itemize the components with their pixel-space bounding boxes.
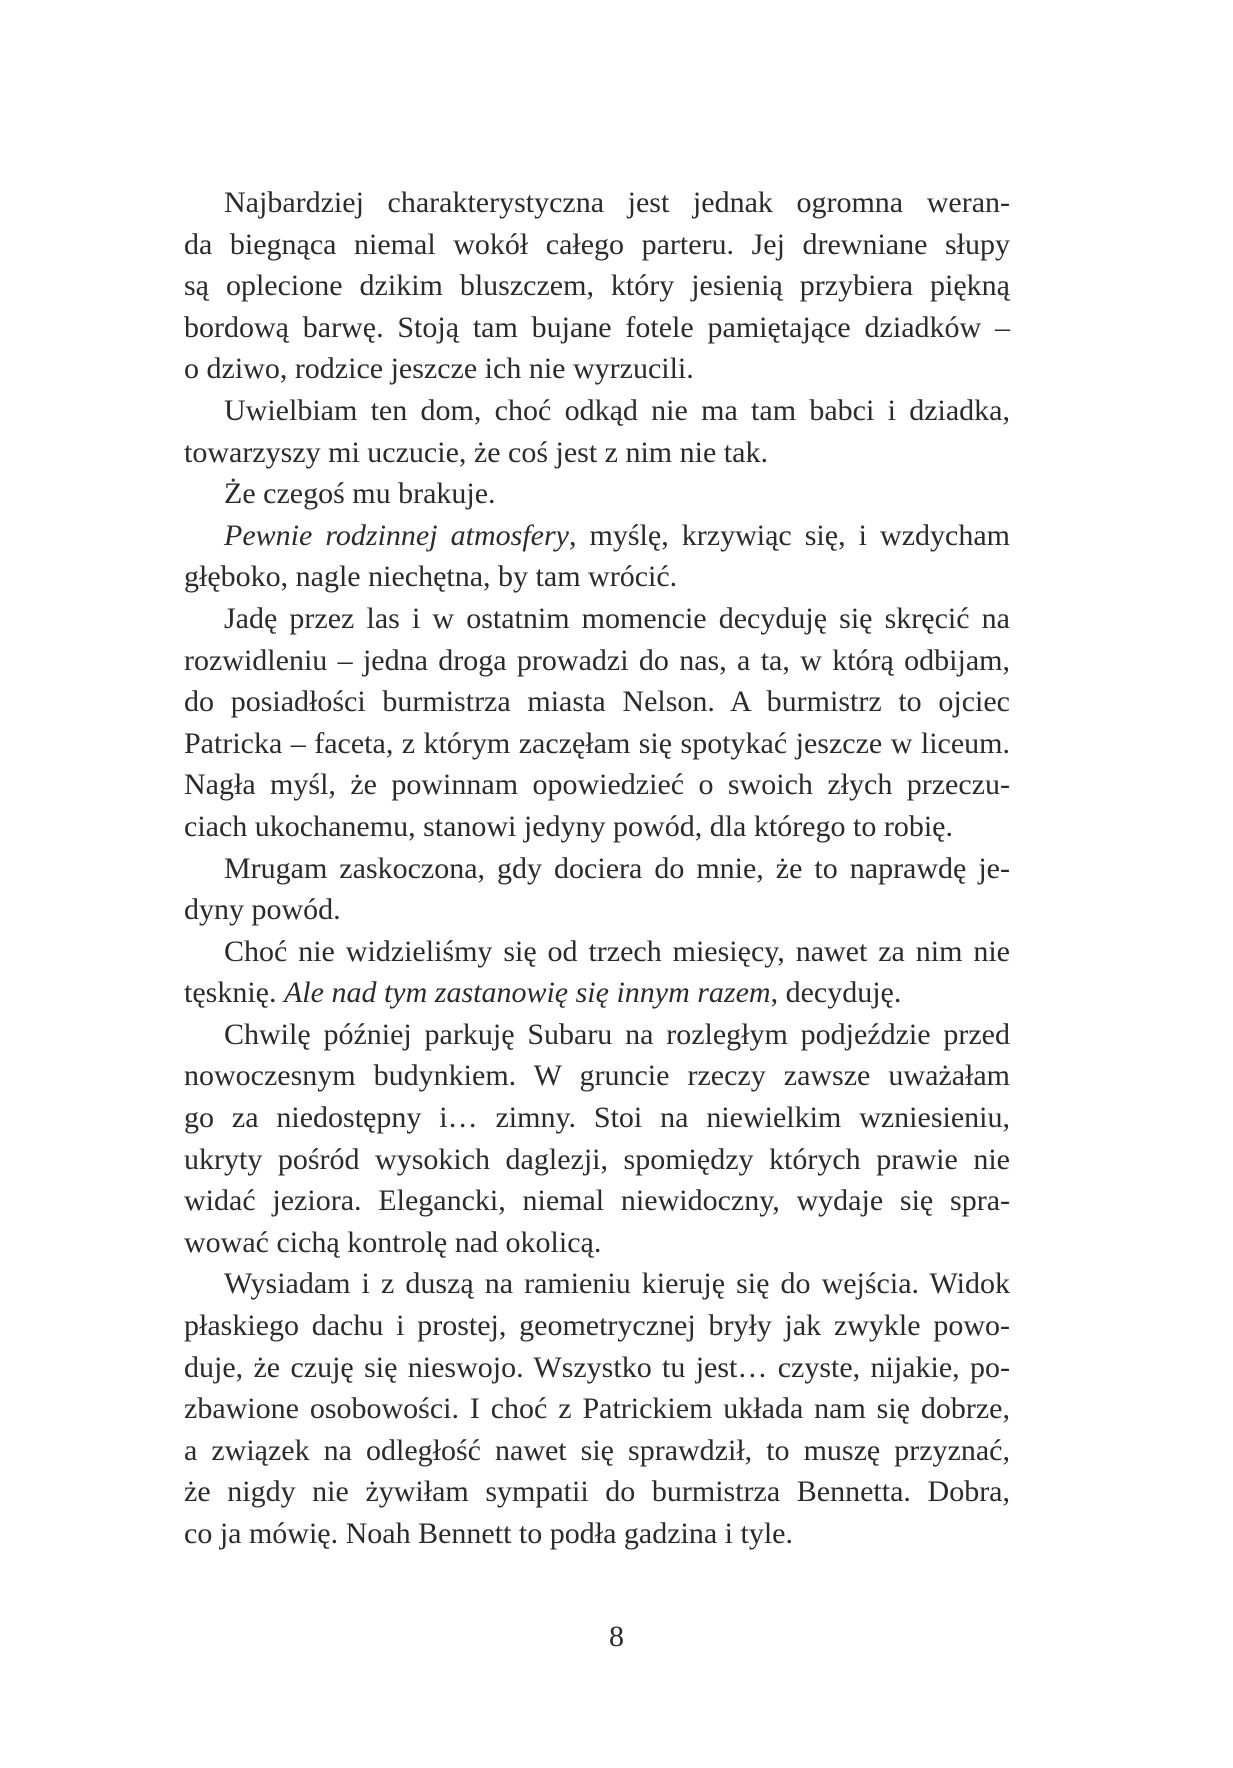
text-run: Jadę przez las i w ostatnim momencie decyduję się skręcić na bbox=[224, 601, 1010, 635]
text-line bbox=[184, 432, 1010, 474]
text-line bbox=[184, 182, 1010, 224]
text-line bbox=[184, 1014, 1010, 1056]
text-run: towarzyszy mi uczucie, że coś jest z nim nie tak. bbox=[184, 435, 768, 469]
text-run: , myślę, krzywiąc się, i wzdycham bbox=[568, 518, 1010, 552]
text-line bbox=[184, 1471, 1010, 1513]
paragraph bbox=[184, 1263, 1010, 1554]
text-run: co ja mówię. Noah Bennett to podła gadzina i tyle. bbox=[184, 1517, 793, 1550]
text-line bbox=[184, 848, 1010, 890]
text-run: do posiadłości burmistrza miasta Nelson. A burmistrz to ojciec bbox=[184, 685, 1010, 719]
text-run: rozwidleniu – jedna droga prowadzi do nas, a ta, w którą odbijam, bbox=[184, 643, 1010, 677]
text-line bbox=[184, 598, 1010, 640]
italic-text: Ale nad tym zastanowię się innym razem bbox=[283, 976, 771, 1010]
text-run: tęsknię. bbox=[184, 976, 284, 1010]
text-line bbox=[184, 556, 1010, 598]
text-line bbox=[184, 1513, 1010, 1555]
text-run: nowoczesnym budynkiem. W gruncie rzeczy zawsze uważałam bbox=[184, 1059, 1010, 1093]
text-run: wować cichą kontrolę nad okolicą. bbox=[184, 1225, 602, 1259]
text-line bbox=[184, 723, 1010, 765]
paragraph bbox=[184, 515, 1010, 598]
text-line bbox=[184, 1139, 1010, 1181]
text-line bbox=[184, 889, 1010, 931]
text-run: że nigdy nie żywiłam sympatii do burmistrza Bennetta. Dobra, bbox=[184, 1475, 1010, 1509]
text-line bbox=[184, 764, 1010, 806]
text-run: Najbardziej charakterystyczna jest jednak ogromna weran- bbox=[224, 186, 1010, 219]
text-line bbox=[184, 806, 1010, 848]
text-line bbox=[184, 390, 1010, 432]
text-line bbox=[184, 1388, 1010, 1430]
text-line bbox=[184, 1347, 1010, 1389]
italic-text: Pewnie rodzinnej atmosfery bbox=[224, 518, 569, 552]
text-run: a związek na odległość nawet się sprawdził, to muszę przyznać, bbox=[184, 1433, 1010, 1467]
text-run: są oplecione dzikim bluszczem, który jesienią przybiera piękną bbox=[184, 269, 1010, 303]
text-line bbox=[184, 1222, 1010, 1264]
text-run: ukryty pośród wysokich daglezji, spomiędzy których prawie nie bbox=[184, 1142, 1010, 1176]
text-run: płaskiego dachu i prostej, geometrycznej bryły jak zwykle powo- bbox=[184, 1309, 1010, 1343]
text-run: duje, że czuję się nieswojo. Wszystko tu jest… czyste, nijakie, po- bbox=[184, 1350, 1010, 1384]
paragraph bbox=[184, 473, 1010, 515]
paragraph bbox=[184, 1014, 1010, 1264]
text-line bbox=[184, 1055, 1010, 1097]
text-line bbox=[184, 1305, 1010, 1347]
text-line bbox=[184, 1430, 1010, 1472]
text-run: Mrugam zaskoczona, gdy dociera do mnie, że to naprawdę je- bbox=[224, 851, 1010, 885]
paragraph bbox=[184, 598, 1010, 848]
text-run: Chwilę później parkuję Subaru na rozległym podjeździe przed bbox=[224, 1017, 1010, 1051]
text-line bbox=[184, 348, 1010, 390]
text-run: , decyduję. bbox=[770, 976, 902, 1010]
text-line bbox=[184, 307, 1010, 349]
page-number: 8 bbox=[609, 1620, 624, 1653]
text-run: da biegnąca niemal wokół całego parteru. Jej drewniane słupy bbox=[184, 227, 1010, 261]
text-run: Uwielbiam ten dom, choć odkąd nie ma tam babci i dziadka, bbox=[224, 393, 1010, 427]
paragraph bbox=[184, 390, 1010, 473]
text-line bbox=[184, 224, 1010, 266]
text-line bbox=[184, 473, 1010, 515]
text-run: Choć nie widzieliśmy się od trzech miesięcy, nawet za nim nie bbox=[224, 934, 1010, 968]
text-line bbox=[184, 265, 1010, 307]
text-line bbox=[184, 1263, 1010, 1305]
text-run: go za niedostępny i… zimny. Stoi na niewielkim wzniesieniu, bbox=[184, 1101, 1010, 1135]
text-line bbox=[184, 931, 1010, 973]
text-run: o dziwo, rodzice jeszcze ich nie wyrzucili. bbox=[184, 352, 694, 386]
paragraph bbox=[184, 931, 1010, 1014]
text-line bbox=[184, 1097, 1010, 1139]
text-run: zbawione osobowości. I choć z Patrickiem układa nam się dobrze, bbox=[184, 1392, 1010, 1426]
text-run: ciach ukochanemu, stanowi jedyny powód, dla którego to robię. bbox=[184, 809, 953, 843]
text-line bbox=[184, 515, 1010, 557]
paragraph bbox=[184, 182, 1010, 390]
text-run: bordową barwę. Stoją tam bujane fotele pamiętające dziadków – bbox=[184, 310, 1010, 344]
text-run: dyny powód. bbox=[184, 893, 341, 927]
text-run: widać jeziora. Elegancki, niemal niewidoczny, wydaje się spra- bbox=[184, 1184, 1010, 1218]
text-run: Że czegoś mu brakuje. bbox=[224, 477, 496, 511]
text-line bbox=[184, 972, 1010, 1014]
text-run: Nagła myśl, że powinnam opowiedzieć o swoich złych przeczu- bbox=[184, 768, 1010, 802]
text-run: Wysiadam i z duszą na ramieniu kieruję się do wejścia. Widok bbox=[224, 1267, 1010, 1301]
text-line bbox=[184, 1180, 1010, 1222]
body-text bbox=[184, 182, 1010, 1555]
text-run: głęboko, nagle niechętna, by tam wrócić. bbox=[184, 560, 678, 594]
text-run: Patricka – faceta, z którym zaczęłam się spotykać jeszcze w liceum. bbox=[184, 726, 1010, 760]
text-line bbox=[184, 681, 1010, 723]
paragraph bbox=[184, 848, 1010, 931]
text-line bbox=[184, 640, 1010, 682]
